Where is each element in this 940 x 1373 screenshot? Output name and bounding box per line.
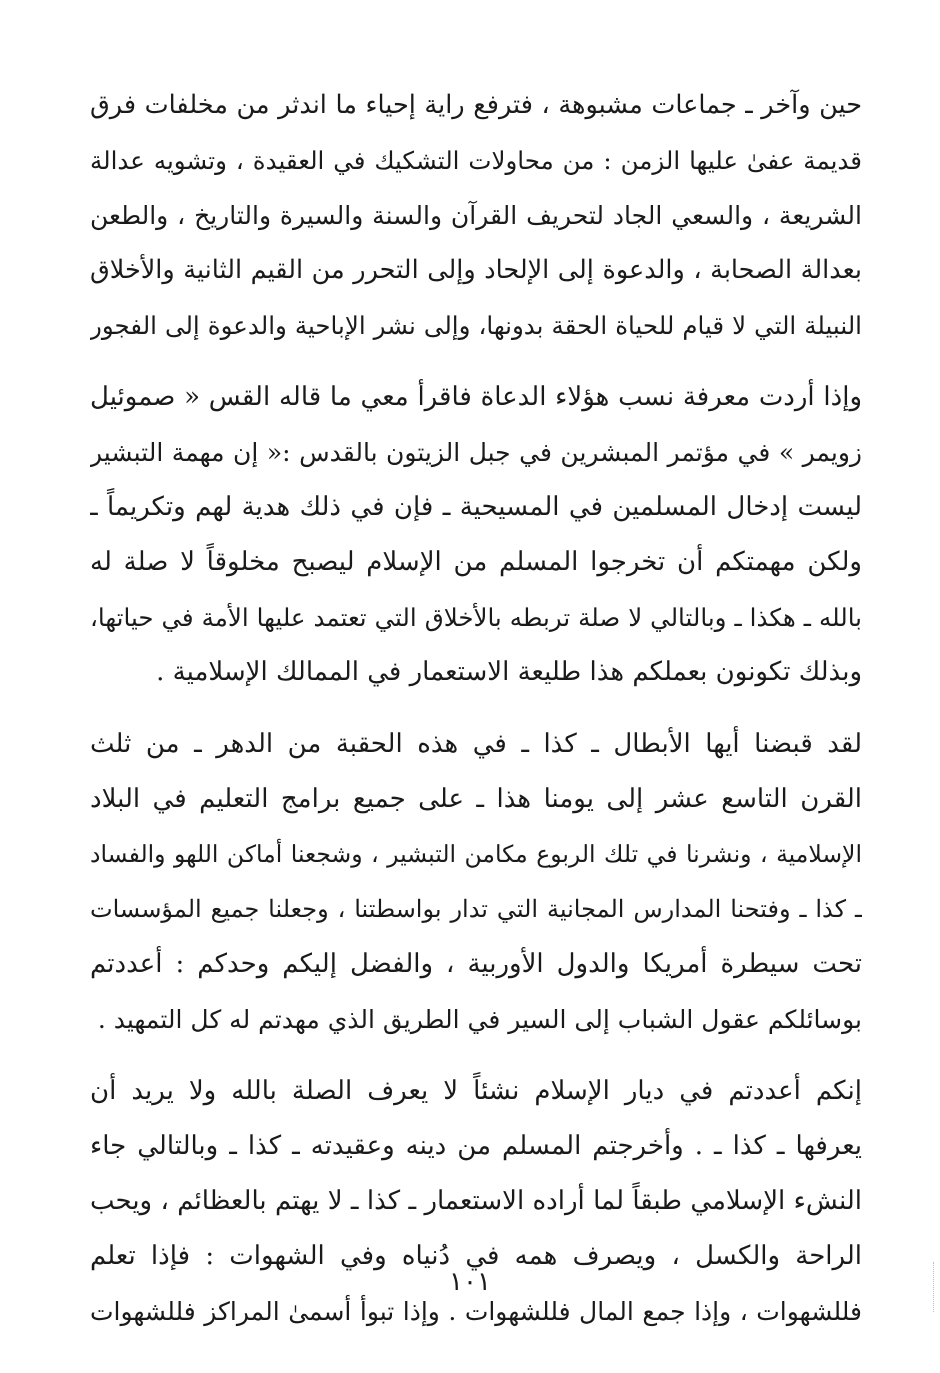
paragraph-3 [90, 717, 862, 1047]
text-line: حين وآخر ـ جماعات مشبوهة ، فترفع راية إحياء ما اندثر من مخلفات فرق [90, 90, 862, 120]
text-line: إنكم أعددتم في ديار الإسلام نشئاً لا يعرف الصلة بالله ولا يريد أن [90, 1076, 862, 1106]
text-line: زويمر » في مؤتمر المبشرين في جبل الزيتون بالقدس :« إن مهمة التبشير [90, 438, 862, 467]
text-line: قديمة عفىٰ عليها الزمن : من محاولات التشكيك في العقيدة ، وتشويه عدالة [90, 146, 862, 175]
text-line: الإسلامية ، ونشرنا في تلك الربوع مكامن التبشير ، وشجعنا أماكن اللهو والفساد [90, 840, 862, 868]
text-line: بعدالة الصحابة ، والدعوة إلى الإلحاد وإلى التحرر من القيم الثانية والأخلاق [90, 255, 862, 285]
text-line: فللشهوات ، وإذا جمع المال فللشهوات . وإذا تبوأ أسمىٰ المراكز فللشهوات [90, 1297, 862, 1326]
text-line: لقد قبضنا أيها الأبطال ـ كذا ـ في هذه الحقبة من الدهر ـ من ثلث [90, 729, 862, 759]
text-line: الشريعة ، والسعي الجاد لتحريف القرآن والسنة والسيرة والتاريخ ، والطعن [90, 201, 862, 230]
page-number: ١٠١ [449, 1267, 491, 1297]
text-line: بالله ـ هكذا ـ وبالتالي لا صلة تربطه بالأخلاق التي تعتمد عليها الأمة في حياتها، [90, 603, 862, 632]
body-text [90, 78, 862, 1339]
text-line: وبذلك تكونون بعملكم هذا طليعة الاستعمار في الممالك الإسلامية . [156, 657, 862, 687]
paragraph-1 [90, 78, 862, 353]
paragraph-2 [90, 370, 862, 700]
text-line: وإذا أردت معرفة نسب هؤلاء الدعاة فاقرأ معي ما قاله القس « صموئيل [90, 382, 862, 412]
text-line: بوسائلكم عقول الشباب إلى السير في الطريق الذي مهدتم له كل التمهيد . [97, 1005, 862, 1034]
text-line: القرن التاسع عشر إلى يومنا هذا ـ على جميع برامج التعليم في البلاد [90, 784, 862, 814]
text-line: ولكن مهمتكم أن تخرجوا المسلم من الإسلام ليصبح مخلوقاً لا صلة له [90, 547, 862, 577]
text-line: الراحة والكسل ، ويصرف همه في دُنياه وفي الشهوات : فإذا تعلم [90, 1241, 862, 1271]
binding-edge-mark [930, 1262, 934, 1312]
text-line: يعرفها ـ كذا ـ . وأخرجتم المسلم من دينه وعقيدته ـ كذا ـ وبالتالي جاء [90, 1131, 862, 1161]
text-line: تحت سيطرة أمريكا والدول الأوربية ، والفضل إليكم وحدكم : أعددتم [90, 949, 862, 979]
text-line: النشء الإسلامي طبقاً لما أراده الاستعمار ـ كذا ـ لا يهتم بالعظائم ، ويحب [90, 1186, 862, 1216]
text-line: ليست إدخال المسلمين في المسيحية ـ فإن في ذلك هدية لهم وتكريماً ـ [90, 492, 862, 522]
text-line: ـ كذا ـ وفتحنا المدارس المجانية التي تدار بواسطتنا ، وجعلنا جميع المؤسسات [90, 895, 862, 923]
text-line: النبيلة التي لا قيام للحياة الحقة بدونها، وإلى نشر الإباحية والدعوة إلى الفجور [90, 311, 862, 340]
